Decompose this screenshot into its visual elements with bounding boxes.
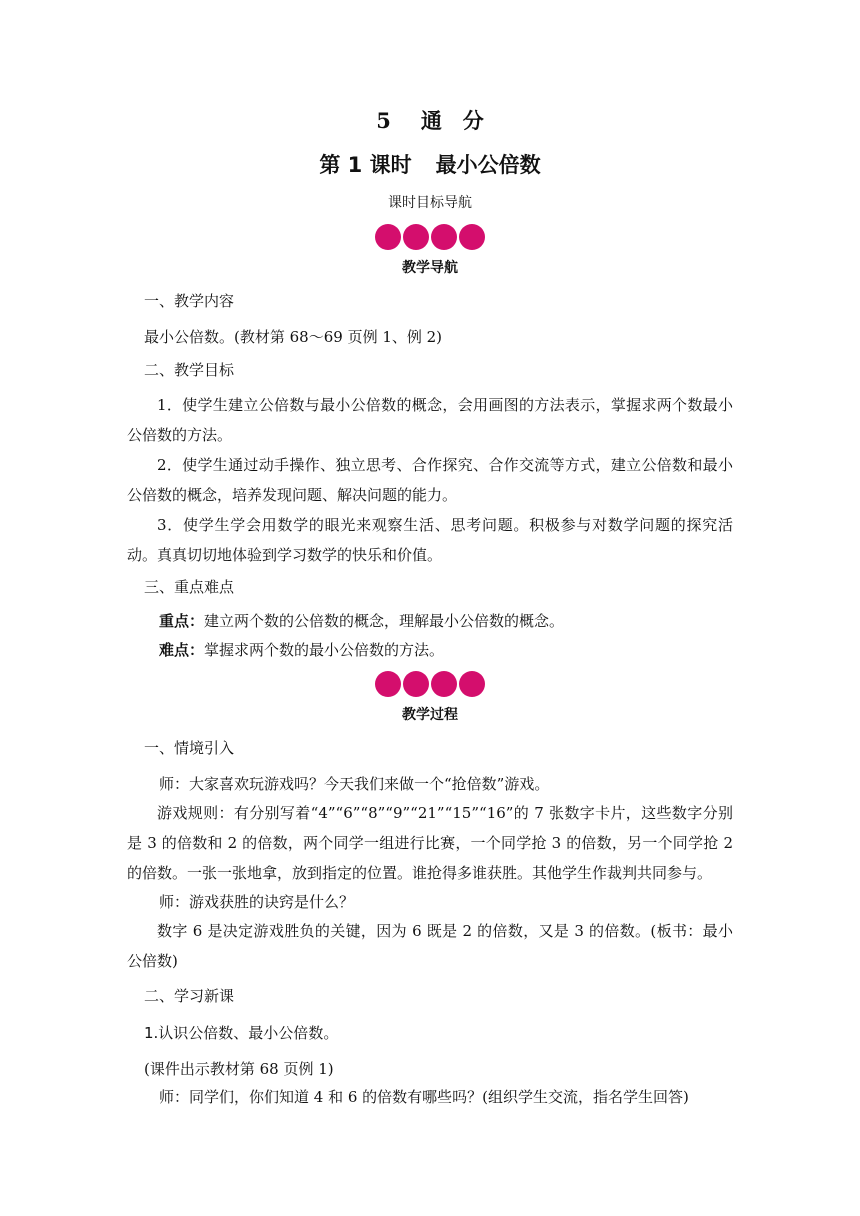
section-heading: 一、情境引入 (144, 739, 235, 757)
paragraph: 师：游戏获胜的诀窍是什么？ (159, 893, 355, 911)
key-text: 建立两个数的公倍数的概念，理解最小公倍数的概念。 (204, 612, 565, 630)
section-heading: 二、教学目标 (144, 361, 235, 379)
chapter-title (0, 108, 860, 134)
chapter-name: 通 分 (420, 108, 484, 133)
key-point (159, 611, 564, 631)
nav-heading: 教学导航 (402, 260, 458, 276)
difficulty-text: 掌握求两个数的最小公倍数的方法。 (204, 641, 445, 659)
dot-ornament (375, 671, 401, 697)
section-dots (0, 671, 860, 697)
paragraph: 师：大家喜欢玩游戏吗？今天我们来做一个“抢倍数”游戏。 (159, 775, 550, 793)
paragraph: 师：同学们，你们知道 4 和 6 的倍数有哪些吗？(组织学生交流，指名学生回答) (159, 1088, 689, 1106)
section-heading: 一、教学内容 (144, 292, 235, 310)
goal-paragraph: 1．使学生建立公倍数与最小公倍数的概念，会用画图的方法表示，掌握求两个数最小公倍数的方法。 (127, 396, 733, 444)
section-dots (0, 224, 860, 250)
dot-ornament (431, 224, 457, 250)
difficulty-point (159, 640, 444, 660)
lesson-title (0, 151, 860, 179)
chapter-number: 5 (376, 108, 391, 133)
dot-ornament (431, 671, 457, 697)
lesson-label: 第 1 课时 (319, 153, 412, 177)
goal-nav-label: 课时目标导航 (388, 195, 472, 211)
section-heading: 三、重点难点 (144, 578, 235, 596)
dot-ornament (403, 224, 429, 250)
lesson-name: 最小公倍数 (435, 153, 541, 177)
goal-paragraph: 3．使学生学会用数学的眼光来观察生活、思考问题。积极参与对数学问题的探究活动。真真切切地体验到学习数学的快乐和价值。 (127, 516, 733, 564)
paragraph: (课件出示教材第 68 页例 1) (144, 1060, 334, 1078)
sub-heading: 1.认识公倍数、最小公倍数。 (144, 1024, 339, 1042)
key-label: 重点： (159, 612, 205, 630)
paragraph: 数字 6 是决定游戏胜负的关键，因为 6 既是 2 的倍数，又是 3 的倍数。(板书：最小公倍数) (127, 922, 733, 970)
paragraph: 最小公倍数。(教材第 68～69 页例 1、例 2) (144, 328, 443, 346)
difficulty-label: 难点： (159, 641, 205, 659)
process-heading: 教学过程 (402, 707, 458, 723)
dot-ornament (459, 224, 485, 250)
dot-ornament (459, 671, 485, 697)
paragraph: 游戏规则：有分别写着“4”“6”“8”“9”“21”“15”“16”的 7 张数字卡片，这些数字分别是 3 的倍数和 2 的倍数，两个同学一组进行比赛，一个同学抢 3 的倍数，另一个同学抢 2 的倍数。一张一张地拿，放到指定的位置。谁抢得多谁获胜。其他学生作裁判共同参与。 (127, 804, 733, 882)
goal-paragraph: 2．使学生通过动手操作、独立思考、合作探究、合作交流等方式，建立公倍数和最小公倍数的概念，培养发现问题、解决问题的能力。 (127, 456, 733, 504)
section-heading: 二、学习新课 (144, 987, 235, 1005)
dot-ornament (375, 224, 401, 250)
dot-ornament (403, 671, 429, 697)
